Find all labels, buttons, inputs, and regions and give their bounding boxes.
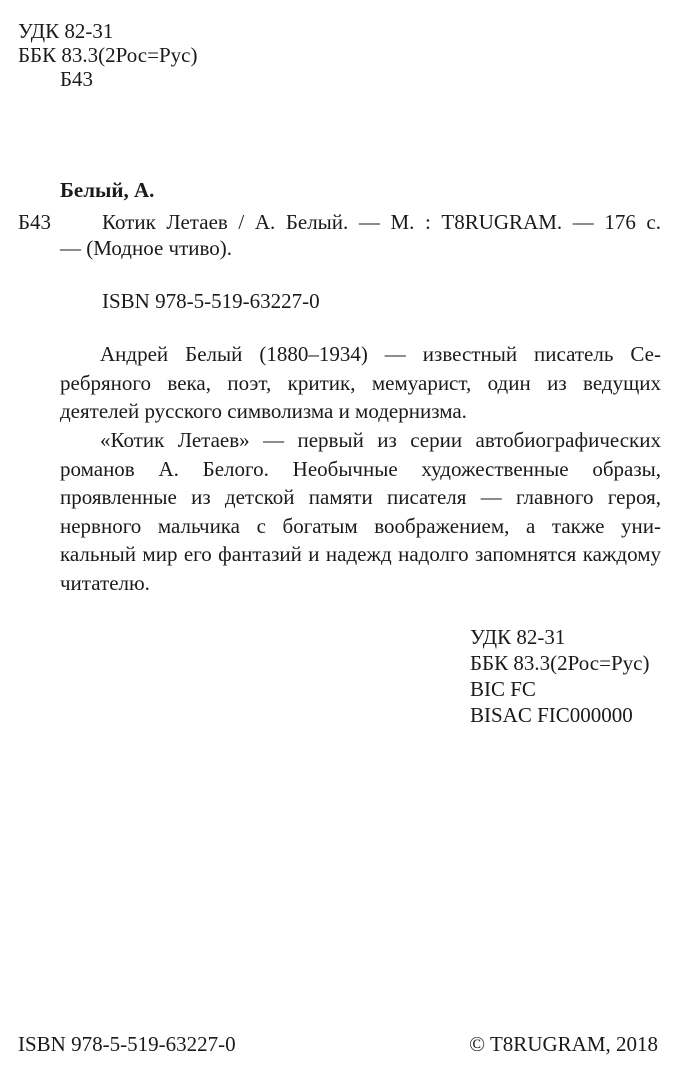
classification-bisac: BISAC FIC000000 [470, 703, 633, 727]
annotation-line: Андрей Белый (1880–1934) — известный писатель Се- [100, 342, 661, 366]
annotation-paragraph-2 [60, 426, 661, 597]
entry-author-mark: Б43 [18, 210, 52, 234]
entry-title-line: Котик Летаев / А. Белый. — М. : T8RUGRAM. — 176 с. [102, 210, 661, 234]
annotation-line: романов А. Белого. Необычные художественные образы, [60, 456, 661, 481]
annotation-line: нервного мальчика с богатым воображением, а также уни- [60, 513, 661, 538]
annotation-line: проявленные из детской памяти писателя — главного героя, [60, 485, 661, 509]
entry-isbn: ISBN 978-5-519-63227-0 [102, 289, 320, 313]
entry-series-line: — (Модное чтиво). [60, 236, 233, 260]
annotation-line: кальный мир его фантазий и надежд надолго запомнятся [60, 542, 577, 566]
annotation-line: «Котик Летаев» — первый из серии автобиографических [100, 428, 661, 452]
top-author-mark: Б43 [60, 67, 94, 91]
entry-author: Белый, А. [60, 178, 155, 202]
classification-bbk: ББК 83.3(2Рос=Рус) [470, 651, 650, 675]
annotation-line: деятелей русского символизма и модернизма. [60, 399, 467, 423]
classification-bic: BIC FC [470, 677, 536, 701]
annotation-line: каждому читателю. [60, 542, 661, 595]
footer-isbn: ISBN 978-5-519-63227-0 [18, 1032, 236, 1056]
classification-udk: УДК 82-31 [470, 625, 566, 649]
annotation-paragraph-1 [60, 340, 661, 426]
top-udk-code: УДК 82-31 [18, 19, 114, 43]
footer-copyright: © T8RUGRAM, 2018 [469, 1032, 658, 1056]
top-bbk-code: ББК 83.3(2Рос=Рус) [18, 43, 198, 67]
annotation-line: ребряного века, поэт, критик, мемуарист, один из ведущих [60, 370, 661, 395]
